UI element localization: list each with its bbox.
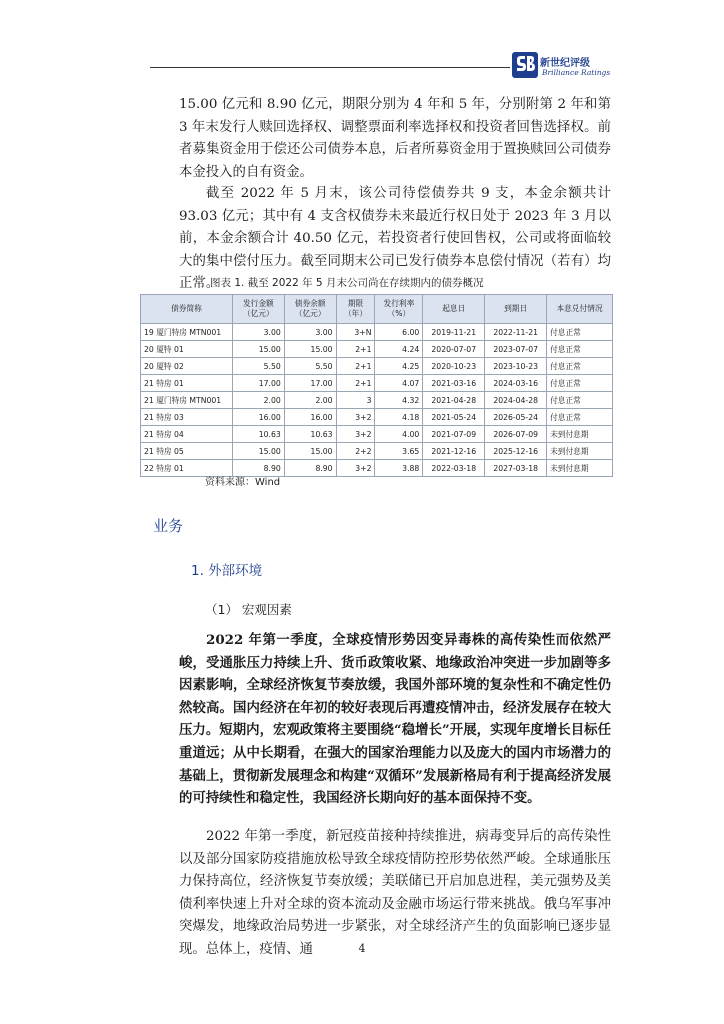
cell-name: 19 厦门特房 MTN001 [141,324,233,341]
cell-maturity: 2026-07-09 [485,426,547,443]
cell-maturity: 2027-03-18 [485,460,547,477]
cell-balance: 10.63 [284,426,336,443]
cell-status: 付息正常 [547,375,613,392]
cell-start: 2021-12-16 [423,443,485,460]
cell-status: 付息正常 [547,392,613,409]
cell-term: 2+2 [336,443,375,460]
cell-rate: 4.18 [375,409,423,426]
cell-maturity: 2022-11-21 [485,324,547,341]
company-logo [512,52,611,84]
cell-start: 2021-04-28 [423,392,485,409]
table-row [141,392,613,409]
logo-text-cn: 新世纪评级 [540,58,590,69]
cell-start: 2021-03-16 [423,375,485,392]
subsection-title: 1. 外部环境 [191,563,263,579]
cell-start: 2022-03-18 [423,460,485,477]
cell-rate: 4.25 [375,358,423,375]
paragraph-macro-detail: 2022 年第一季度，新冠疫苗接种持续推进，病毒变异后的高传染性以及部分国家防疫措施放松导致全球疫情防控形势依然严峻。全球通胀压力保持高位，经济恢复节奏放缓；美联储已开启加息进程，美元强势及美债利率快速上升对全球的资本流动及金融市场运行带来挑战。俄乌军事冲突爆发，地缘政治局势进一步紧张，对全球经济产生的负面影响已逐步显现。总体上，疫情、通 [179,829,611,957]
cell-issue: 16.00 [232,409,284,426]
table-row [141,358,613,375]
logo-text-en: Brilliance Ratings [542,68,611,77]
table-source: 资料来源：Wind [205,477,281,488]
col-header-start-date: 起息日 [423,295,485,324]
cell-issue: 17.00 [232,375,284,392]
cell-term: 2+1 [336,341,375,358]
bond-table [140,294,613,477]
cell-status: 付息正常 [547,324,613,341]
cell-balance: 15.00 [284,443,336,460]
cell-start: 2020-10-23 [423,358,485,375]
cell-maturity: 2024-04-28 [485,392,547,409]
cell-rate: 4.24 [375,341,423,358]
cell-maturity: 2024-03-16 [485,375,547,392]
cell-rate: 6.00 [375,324,423,341]
cell-issue: 10.63 [232,426,284,443]
cell-name: 20 厦特 01 [141,341,233,358]
cell-term: 2+1 [336,358,375,375]
cell-issue: 8.90 [232,460,284,477]
cell-balance: 8.90 [284,460,336,477]
cell-maturity: 2026-05-24 [485,409,547,426]
table-row [141,426,613,443]
cell-status: 付息正常 [547,409,613,426]
brilliance-logo-icon [512,52,538,78]
cell-balance: 17.00 [284,375,336,392]
page-number: 4 [358,942,366,955]
cell-balance: 15.00 [284,341,336,358]
section-title: 业务 [153,517,184,535]
table-header-row [141,295,613,324]
table-row [141,443,613,460]
cell-term: 2+1 [336,375,375,392]
cell-status: 付息正常 [547,358,613,375]
cell-status: 未到付息期 [547,426,613,443]
cell-rate: 4.07 [375,375,423,392]
table-row [141,409,613,426]
cell-term: 3+2 [336,426,375,443]
cell-rate: 3.65 [375,443,423,460]
cell-term: 3+2 [336,460,375,477]
cell-issue: 15.00 [232,341,284,358]
figure-caption: 图表 1. 截至 2022 年 5 月末公司尚在存续期内的债券概况 [210,277,484,289]
header-rule [150,67,510,68]
col-header-name: 债券简称 [141,295,233,324]
cell-status: 未到付息期 [547,443,613,460]
cell-name: 21 特房 03 [141,409,233,426]
table-row [141,341,613,358]
cell-maturity: 2023-10-23 [485,358,547,375]
cell-name: 21 特房 04 [141,426,233,443]
cell-start: 2019-11-21 [423,324,485,341]
cell-maturity: 2025-12-16 [485,443,547,460]
cell-start: 2021-07-09 [423,426,485,443]
cell-term: 3+2 [336,409,375,426]
cell-term: 3 [336,392,375,409]
cell-issue: 15.00 [232,443,284,460]
cell-term: 3+N [336,324,375,341]
cell-balance: 2.00 [284,392,336,409]
table-row [141,324,613,341]
cell-start: 2020-07-07 [423,341,485,358]
table-row [141,375,613,392]
col-header-rate: 发行利率 （%） [375,295,423,324]
cell-issue: 5.50 [232,358,284,375]
cell-name: 21 厦门特房 MTN001 [141,392,233,409]
cell-issue: 2.00 [232,392,284,409]
cell-balance: 3.00 [284,324,336,341]
cell-name: 21 特房 01 [141,375,233,392]
cell-name: 20 厦特 02 [141,358,233,375]
cell-rate: 3.88 [375,460,423,477]
col-header-term: 期限 （年） [336,295,375,324]
paragraph-macro-summary: 2022 年第一季度，全球疫情形势因变异毒株的高传染性而依然严峻，受通胀压力持续上升、货币政策收紧、地缘政治冲突进一步加剧等多因素影响，全球经济恢复节奏放缓，我国外部环境的复杂性和不确定性仍然较高。国内经济在年初的较好表现后再遭疫情冲击，经济发展存在较大压力。短期内，宏观政策将主要围绕“稳增长”开展，实现年度增长目标任重道远；从中长期看，在强大的国家治理能力以及庞大的国内市场潜力的基础上，贯彻新发展理念和构建“双循环”发展新格局有利于提高经济发展的可持续性和稳定性，我国经济长期向好的基本面保持不变。 [179,632,611,807]
col-header-balance: 债券余额 （亿元） [284,295,336,324]
cell-status: 未到付息期 [547,460,613,477]
cell-name: 21 特房 05 [141,443,233,460]
paragraph-outstanding-bonds: 截至 2022 年 5 月末，该公司待偿债券共 9 支，本金余额共计 93.03 亿元；其中有 4 支含权债券未来最近行权日处于 2023 年 3 月以前，本金余额合计 40.50 亿元，若投资者行使回售权，公司或将面临较大的集中偿付压力。截至同期末公司已发行债券本息偿付情况（若有）均正常。 [179,186,611,291]
col-header-issue-amount: 发行金额 （亿元） [232,295,284,324]
subsubsection-title: （1） 宏观因素 [205,602,292,617]
cell-rate: 4.32 [375,392,423,409]
cell-issue: 3.00 [232,324,284,341]
col-header-payment-status: 本息兑付情况 [547,295,613,324]
col-header-maturity-date: 到期日 [485,295,547,324]
cell-name: 22 特房 01 [141,460,233,477]
cell-balance: 5.50 [284,358,336,375]
cell-start: 2021-05-24 [423,409,485,426]
cell-rate: 4.00 [375,426,423,443]
paragraph-bond-issuance: 15.00 亿元和 8.90 亿元，期限分别为 4 年和 5 年，分别附第 2 年和第 3 年末发行人赎回选择权、调整票面利率选择权和投资者回售选择权。前者募集资金用于偿还公司债券本息，后者所募资金用于置换赎回公司债券本金投入的自有资金。 [179,97,611,180]
cell-maturity: 2023-07-07 [485,341,547,358]
cell-status: 付息正常 [547,341,613,358]
cell-balance: 16.00 [284,409,336,426]
